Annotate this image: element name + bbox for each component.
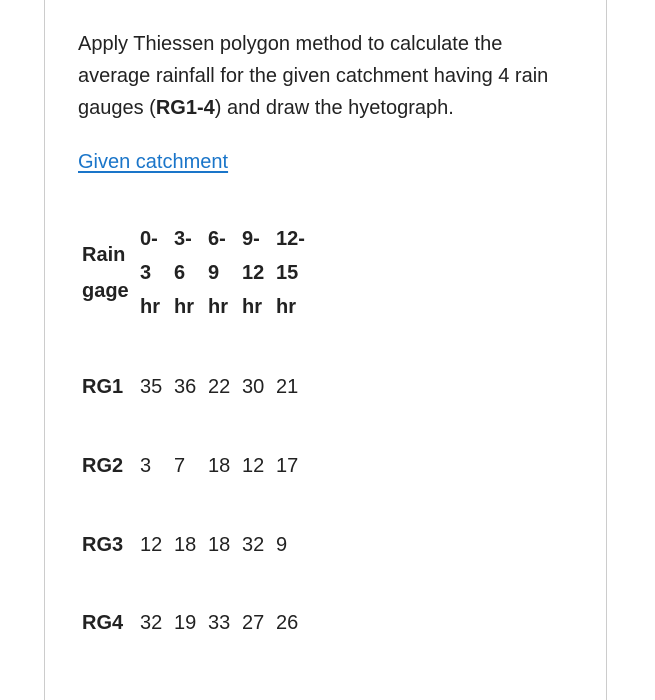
row-rg1-val-4: 21 xyxy=(276,376,299,398)
row-rg1-val-3: 30 xyxy=(242,376,265,398)
header-col-9-12-line2: 12 xyxy=(242,262,265,284)
header-col-9-12-line1: 9- xyxy=(242,228,260,250)
question-card xyxy=(44,0,607,700)
header-col-12-15-line1: 12- xyxy=(276,228,305,250)
row-rg3-label: RG3 xyxy=(82,534,124,556)
row-rg1-val-1: 36 xyxy=(174,376,197,398)
question-text-part1: Apply Thiessen polygon method to calculate the average rainfall for the given catchment having 4 rain gauges ( xyxy=(78,33,549,119)
row-rg1-label: RG1 xyxy=(82,376,124,398)
header-col-12-15-line3: hr xyxy=(276,296,296,318)
row-rg2-val-3: 12 xyxy=(242,455,265,477)
question-text-bold: RG1-4 xyxy=(155,97,215,119)
header-col-6-9-line3: hr xyxy=(208,296,228,318)
row-rg2-label: RG2 xyxy=(82,455,124,477)
row-rg1-val-0: 35 xyxy=(140,376,163,398)
header-col-6-9-line2: 9 xyxy=(208,262,220,284)
row-rg2-val-4: 17 xyxy=(276,455,299,477)
row-rg3-val-1: 18 xyxy=(174,534,197,556)
header-col-0-3-line2: 3 xyxy=(140,262,152,284)
question-text xyxy=(78,28,578,124)
row-rg2-val-2: 18 xyxy=(208,455,231,477)
row-rg4-val-0: 32 xyxy=(140,612,163,634)
header-col-9-12-line3: hr xyxy=(242,296,262,318)
row-rg4-val-1: 19 xyxy=(174,612,197,634)
header-col-0-3-line1: 0- xyxy=(140,228,158,250)
header-col-3-6-line2: 6 xyxy=(174,262,186,284)
question-text-part2: ) and draw the hyetograph. xyxy=(214,97,454,119)
row-rg1-val-2: 22 xyxy=(208,376,231,398)
row-rg4-val-2: 33 xyxy=(208,612,231,634)
row-rg3-val-2: 18 xyxy=(208,534,231,556)
row-rg4-label: RG4 xyxy=(82,612,124,634)
row-rg3-val-0: 12 xyxy=(140,534,163,556)
row-rg3-val-3: 32 xyxy=(242,534,265,556)
row-rg2-val-1: 7 xyxy=(174,455,186,477)
given-catchment-link[interactable]: Given catchment xyxy=(78,151,229,173)
row-rg4-val-4: 26 xyxy=(276,612,299,634)
header-col-6-9-line1: 6- xyxy=(208,228,226,250)
header-col-3-6-line3: hr xyxy=(174,296,194,318)
header-col-0-3-line3: hr xyxy=(140,296,160,318)
row-rg4-val-3: 27 xyxy=(242,612,265,634)
header-col-3-6-line1: 3- xyxy=(174,228,192,250)
header-rain-gage-line1: Rain xyxy=(82,244,126,266)
row-rg3-val-4: 9 xyxy=(276,534,288,556)
header-col-12-15-line2: 15 xyxy=(276,262,299,284)
row-rg2-val-0: 3 xyxy=(140,455,152,477)
header-rain-gage-line2: gage xyxy=(82,280,129,302)
